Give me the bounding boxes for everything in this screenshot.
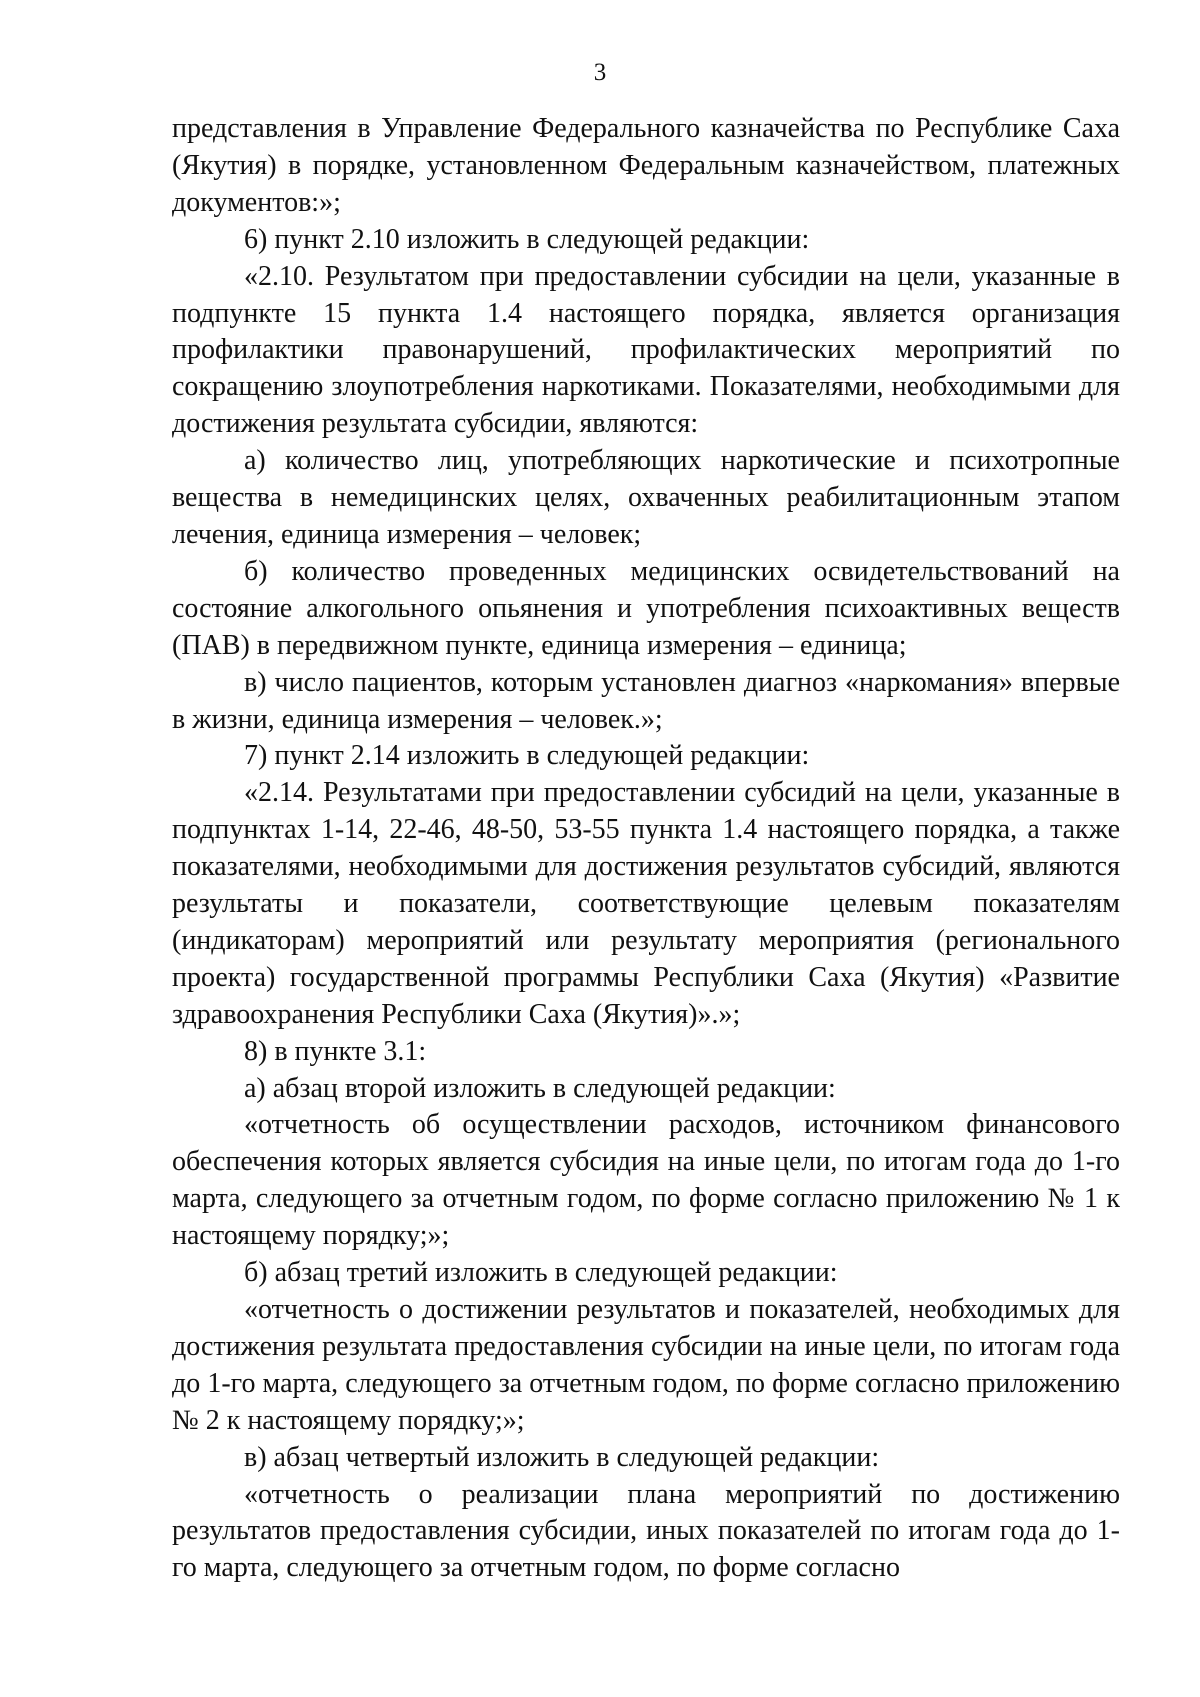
paragraph-sub-b: б) абзац третий изложить в следующей редакции: [244,1257,838,1289]
paragraph-indicator-b: б) количество проведенных медицинских освидетельствований на состояние алкогольного опьянения и употребления психоактивных веществ (ПАВ) в передвижном пункте, единица измерения – единица; [172,555,1120,661]
paragraph-sub-a: а) абзац второй изложить в следующей редакции: [244,1072,836,1104]
paragraph-indicator-v: в) число пациентов, которым установлен диагноз «наркомания» впервые в жизни, единица измерения – человек.»; [172,666,1120,735]
paragraph-sub-b-text: «отчетность о достижении результатов и показателей, необходимых для достижения результата предоставления субсидии на иные цели, по итогам года до 1-го марта, следующего за отчетным годом, по форме согласно приложению № 2 к настоящему порядку;»; [172,1294,1120,1436]
paragraph-indicator-a: а) количество лиц, употребляющих наркотические и психотропные вещества в немедицинских целях, охваченных реабилитационным этапом лечения, единица измерения – человек; [172,445,1120,550]
document-body [172,111,1120,1587]
paragraph-sub-v: в) абзац четвертый изложить в следующей редакции: [244,1441,880,1473]
paragraph-2-14-text: «2.14. Результатами при предоставлении субсидий на цели, указанные в подпунктах 1-14, 22-46, 48-50, 53-55 пункта 1.4 настоящего порядка, а также показателями, необходимыми для достижения результатов субсидий, являются результаты и показатели, соответствующие целевым показателям (индикаторам) мероприятий или результату мероприятия (регионального проекта) государственной программы Республики Саха (Якутия) «Развитие здравоохранения Республики Саха (Якутия)».»; [172,777,1120,1030]
paragraph-item-6: 6) пункт 2.10 изложить в следующей редакции: [244,223,810,255]
paragraph-sub-v-text: «отчетность о реализации плана мероприятий по достижению результатов предоставления субсидии, иных показателей по итогам года до 1-го марта, следующего за отчетным годом, по форме согласно [172,1478,1120,1584]
paragraph-item-8: 8) в пункте 3.1: [244,1035,427,1067]
paragraph-continuation: представления в Управление Федерального казначейства по Республике Саха (Якутия) в порядке, установленном Федеральным казначейством, платежных документов:»; [172,113,1120,218]
paragraph-sub-a-text: «отчетность об осуществлении расходов, источником финансового обеспечения которых является субсидия на иные цели, по итогам года до 1-го марта, следующего за отчетным годом, по форме согласно приложению № 1 к настоящему порядку;»; [172,1109,1120,1252]
paragraph-2-10-text: «2.10. Результатом при предоставлении субсидии на цели, указанные в подпункте 15 пункта 1.4 настоящего порядка, является организация профилактики правонарушений, профилактических мероприятий по сокращению злоупотребления наркотиками. Показателями, необходимыми для достижения результата субсидии, являются: [172,260,1120,440]
page-number: 3 [593,59,607,86]
paragraph-item-7: 7) пункт 2.14 изложить в следующей редакции: [244,740,810,772]
